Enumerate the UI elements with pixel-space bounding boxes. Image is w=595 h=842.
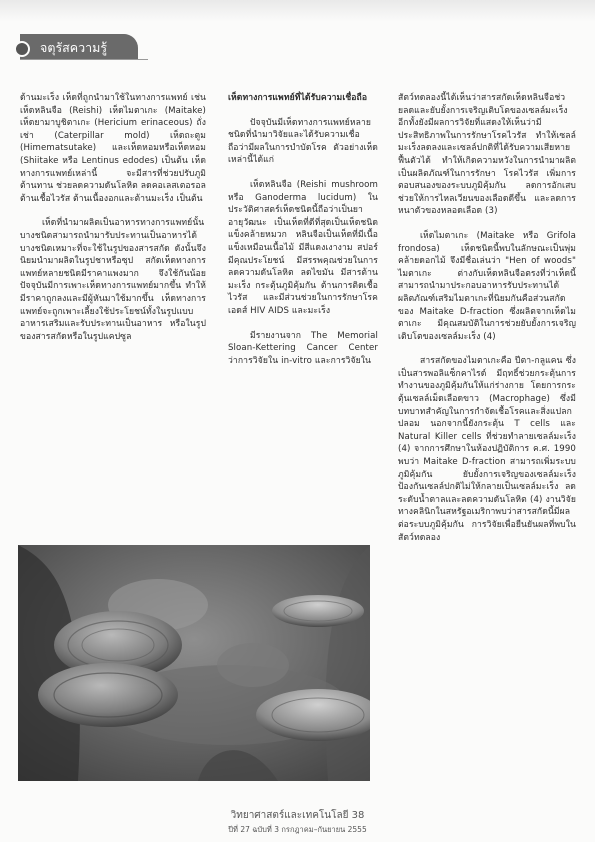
section-tab bbox=[20, 34, 138, 60]
paragraph: มีรายงานจาก The Memorial Sloan-Kettering Cancer Center ว่าการวิจัยใน in-vitro และการวิจัยใน bbox=[228, 330, 378, 366]
paragraph: เห็ดหลินจือ (Reishi mushroom หรือ Ganoderma lucidum) ในประวัติศาสตร์เห็ดชนิดนี้ถือว่าเป็นยาอายุวัฒนะ เป็นเห็ดที่ดีที่สุดเป็นเห็ดชนิดแข็งคล้ายหมวก หลินจือเป็นเห็ดที่มีเนื้อแข็งเหมือนเนื้อไม้ มีสีแดงเงางาม สปอร์มีคุณประโยชน์ มีสรรพคุณช่วยในการลดความดันโลหิต ลดไขมัน มีสารต้านมะเร็ง กระตุ้นภูมิคุ้มกัน ต้านการติดเชื้อไวรัส และมีส่วนช่วยในการรักษาโรคเอดส์ HIV AIDS และมะเร็ง bbox=[228, 179, 378, 316]
paragraph: ปัจจุบันมีเห็ดทางการแพทย์หลายชนิดที่นำมาวิจัยและได้รับความเชื่อถือว่ามีผลในการบำบัดโรค ตัวอย่างเห็ดเหล่านี้ได้แก่ bbox=[228, 117, 378, 166]
section-heading: เห็ดทางการแพทย์ที่ได้รับความเชื่อถือ bbox=[228, 93, 368, 103]
issue-info: ปีที่ 27 ฉบับที่ 3 กรกฎาคม–กันยายน 2555 bbox=[228, 825, 367, 834]
page-footer bbox=[0, 808, 595, 836]
journal-name: วิทยาศาสตร์และเทคโนโลยี 38 bbox=[230, 810, 365, 821]
column-right bbox=[398, 92, 576, 544]
paragraph: ด้านมะเร็ง เห็ดที่ถูกนำมาใช้ในทางการแพทย์ เช่น เห็ดหลินจือ (Reishi) เห็ดไมตาเกะ (Maitake) เห็ดยามาบูชิตาเกะ (Hericium erinaceous) ถั่งเช่า (Caterpillar mold) เห็ดถะตูม (Himematsutake) และเห็ดหอมหรือเห็ดหอม (Shiitake หรือ Lentinus edodes) เป็นต้น เห็ดทางการแพทย์เหล่านี้ จะมีสารที่ช่วยปรับภูมิต้านทาน ช่วยลดความดันโลหิต ลดคอเลสเตอรอล ต้านเชื้อไวรัส ต้านเนื้องอกและต้านมะเร็ง เป็นต้น bbox=[20, 93, 206, 204]
tab-dot-icon bbox=[14, 41, 30, 57]
top-edge-shadow bbox=[0, 0, 595, 22]
paragraph: สารสกัดของไมตาเกะคือ ปีตา-กลูแคน ซึ่งเป็นสารพอลิแซ็กคาไรด์ มีฤทธิ์ช่วยกระตุ้นการทำงานของภูมิคุ้มกันให้แก่ร่างกาย โดยการกระตุ้นเซลล์เม็ดเลือดขาว (Macrophage) ซึ่งมีบทบาทสำคัญในการกำจัดเชื้อโรคและสิ่งแปลกปลอม นอกจากนี้ยังกระตุ้น T cells และ Natural Killer cells ที่ช่วยทำลายเซลล์มะเร็ง (4) จากการศึกษาในห้องปฏิบัติการ ค.ศ. 1990 พบว่า Maitake D-fraction สามารถเพิ่มระบบภูมิคุ้มกัน ยับยั้งการเจริญของเซลล์มะเร็ง ป้องกันเซลล์ปกติไม่ให้กลายเป็นเซลล์มะเร็ง ลดระดับน้ำตาลและลดความดันโลหิต (4) งานวิจัยทางคลินิกในสหรัฐอเมริกาพบว่าสารสกัดนี้มีผลต่อระบบภูมิคุ้มกัน การวิจัยเพื่อยืนยันผลที่พบในสัตว์ทดลอง bbox=[398, 356, 576, 543]
paragraph: สัตว์ทดลองนี้ได้เห็นว่าสารสกัดเห็ดหลินจือช่วยลดและยับยั้งการเจริญเติบโตของเซลล์มะเร็ง อีกทั้งยังมีผลการวิจัยที่แสดงให้เห็นว่ามีประสิทธิภาพในการรักษาโรคไวรัส ทำให้เซลล์มะเร็งลดลงและเซลล์ปกติที่ได้รับความเสียหายฟื้นตัวได้ ทำให้เกิดความหวังในการนำมาผลิตเป็นผลิตภัณฑ์ในการรักษา โรคไวรัส เพิ่มการตอบสนองของระบบภูมิคุ้มกัน ลดการอักเสบ ช่วยให้การไหลเวียนของเลือดดีขึ้น และลดการหนาตัวของหลอดเลือด (3) bbox=[398, 93, 576, 217]
section-title: จตุรัสความรู้ bbox=[40, 40, 108, 55]
mushroom-illustration-icon bbox=[18, 545, 370, 781]
column-left bbox=[20, 92, 206, 343]
paragraph: เห็ดที่นำมาผลิตเป็นอาหารทางการแพทย์นั้น บางชนิดสามารถนำมารับประทานเป็นอาหารได้ บางชนิดเหมาะที่จะใช้ในรูปของสารสกัด ดังนั้นจึงนิยมนำมาผลิตในรูปชาหรือซุป สกัดเห็ดทางการแพทย์หลายชนิดมีราคาแพงมาก จึงใช้กันน้อย ปัจจุบันมีการเพาะเห็ดทางการแพทย์มากขึ้น ทำให้มีราคาถูกลงและมีผู้หันมาใช้มากขึ้น เห็ดทางการแพทย์จะถูกเพาะเลี้ยงใช้ประโยชน์ทั้งในรูปแบบอาหารเสริมและรับประทานเป็นอาหาร หรือในรูปของสารสกัดหรือในรูปแคปซูล bbox=[20, 218, 206, 342]
reishi-mushroom-photo bbox=[18, 545, 370, 781]
paragraph: เห็ดไมตาเกะ (Maitake หรือ Grifola frondosa) เห็ดชนิดนี้พบในลักษณะเป็นพุ่ม คล้ายดอกไม้ จึงมีชื่อเล่นว่า "Hen of woods" ไมตาเกะ ต่างกับเห็ดหลินจือตรงที่ว่าเห็ดนี้สามารถนำมาประกอบอาหารรับประทานได้ ผลิตภัณฑ์เสริมไมตาเกะที่นิยมกันคือส่วนสกัดของ Maitake D-fraction ซึ่งผลิตจากเห็ดไมตาเกะ มีคุณสมบัติในการช่วยยับยั้งการเจริญเติบโตของเซลล์มะเร็ง (4) bbox=[398, 230, 576, 342]
column-middle bbox=[228, 92, 378, 367]
header-rule bbox=[20, 59, 148, 60]
